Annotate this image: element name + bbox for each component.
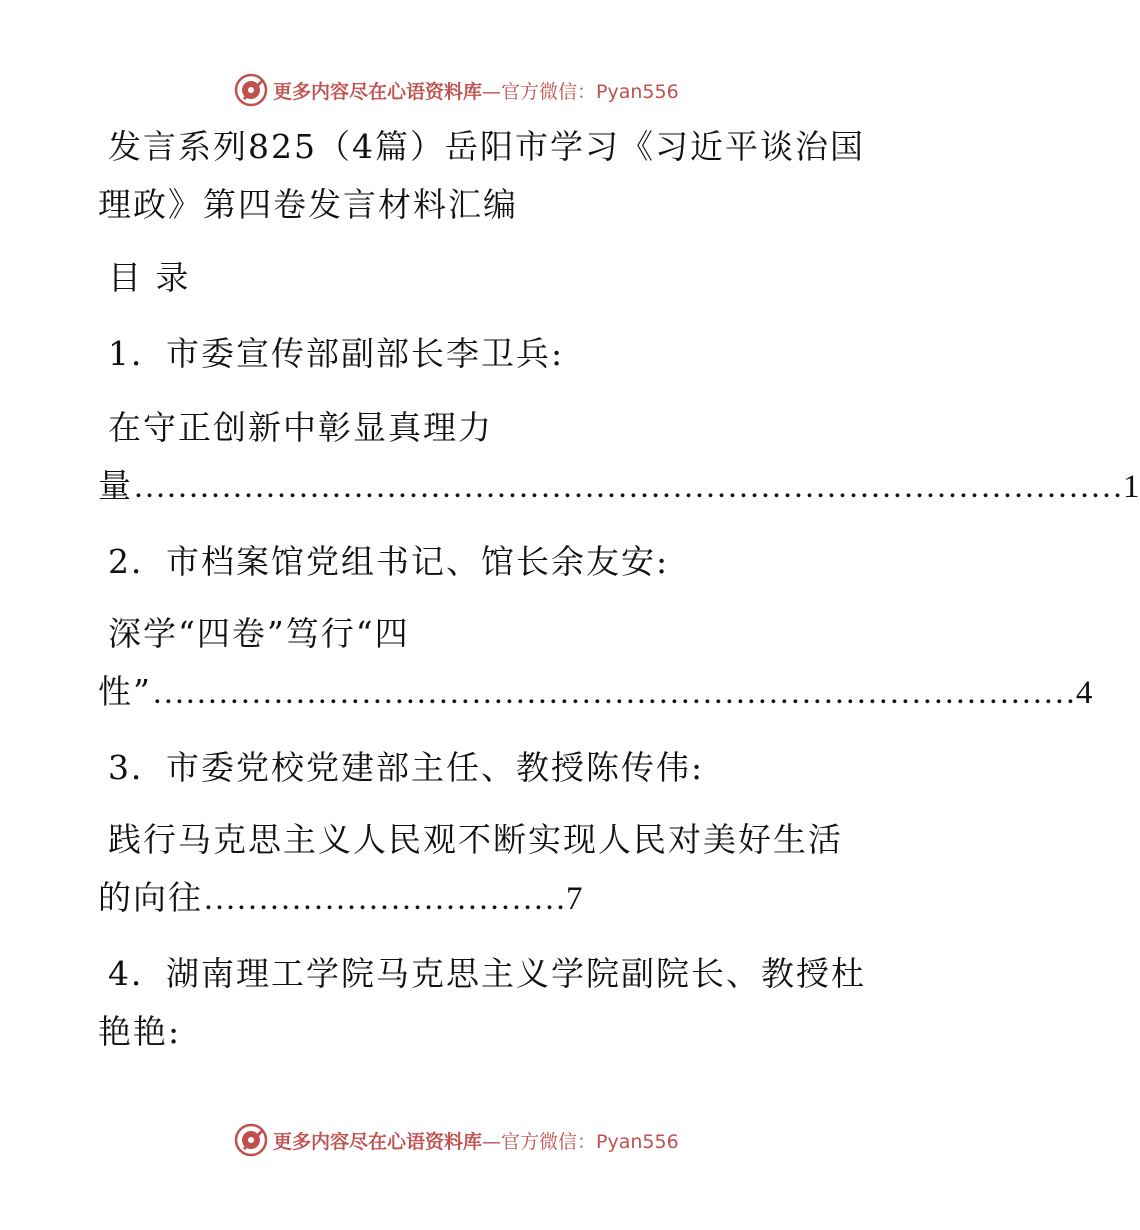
toc-entry-3-page: 7: [566, 881, 583, 917]
pen-logo-icon: [233, 1122, 269, 1158]
pen-logo-icon: [233, 72, 269, 108]
toc-entry-2-title-tail: 性”: [98, 672, 152, 711]
toc-entry-2-dots: …………………………………………………………………………: [151, 675, 1076, 711]
toc-entry-3-speaker: 3．市委党校党建部主任、教授陈传伟:: [108, 748, 705, 787]
toc-entry-1-dots: ………………………………………………………………………………: [133, 469, 1123, 505]
toc-entry-3-title-tail: 的向往: [98, 878, 203, 917]
toc-entry-1-leader: [98, 466, 1140, 507]
toc-entry-3-dots: ……………………………: [203, 881, 566, 917]
toc-entry-2-title: 深学“四卷”笃行“四: [108, 614, 410, 653]
toc-entry-1-title-tail: 量: [98, 466, 133, 505]
toc-entry-1-page: 1: [1123, 469, 1140, 505]
toc-entry-3-title: 践行马克思主义人民观不断实现人民对美好生活: [108, 820, 843, 859]
toc-entry-1-title: 在守正创新中彰显真理力: [108, 408, 493, 447]
toc-entry-4-speaker-line-2: 艳艳:: [98, 1012, 182, 1051]
toc-entry-2-speaker: 2．市档案馆党组书记、馆长余友安:: [108, 542, 670, 581]
toc-entry-2-leader: [98, 672, 1093, 713]
toc-entry-3-leader: [98, 878, 583, 919]
watermark-banner-top: [233, 70, 679, 110]
toc-entry-2-page: 4: [1075, 675, 1093, 711]
toc-entry-4-speaker: 4．湖南理工学院马克思主义学院副院长、教授杜: [108, 954, 866, 993]
document-title-line-2: 理政》第四卷发言材料汇编: [98, 185, 518, 224]
toc-entry-1-speaker: 1．市委宣传部副部长李卫兵:: [108, 334, 565, 373]
watermark-text: 更多内容尽在心语资料库—官方微信：Pyan556: [273, 80, 679, 103]
watermark-banner-bottom: [233, 1120, 679, 1160]
toc-heading: 目 录: [108, 258, 191, 297]
document-title-line-1: 发言系列825（4篇）岳阳市学习《习近平谈治国: [108, 127, 865, 166]
watermark-text: 更多内容尽在心语资料库—官方微信：Pyan556: [273, 1130, 679, 1153]
